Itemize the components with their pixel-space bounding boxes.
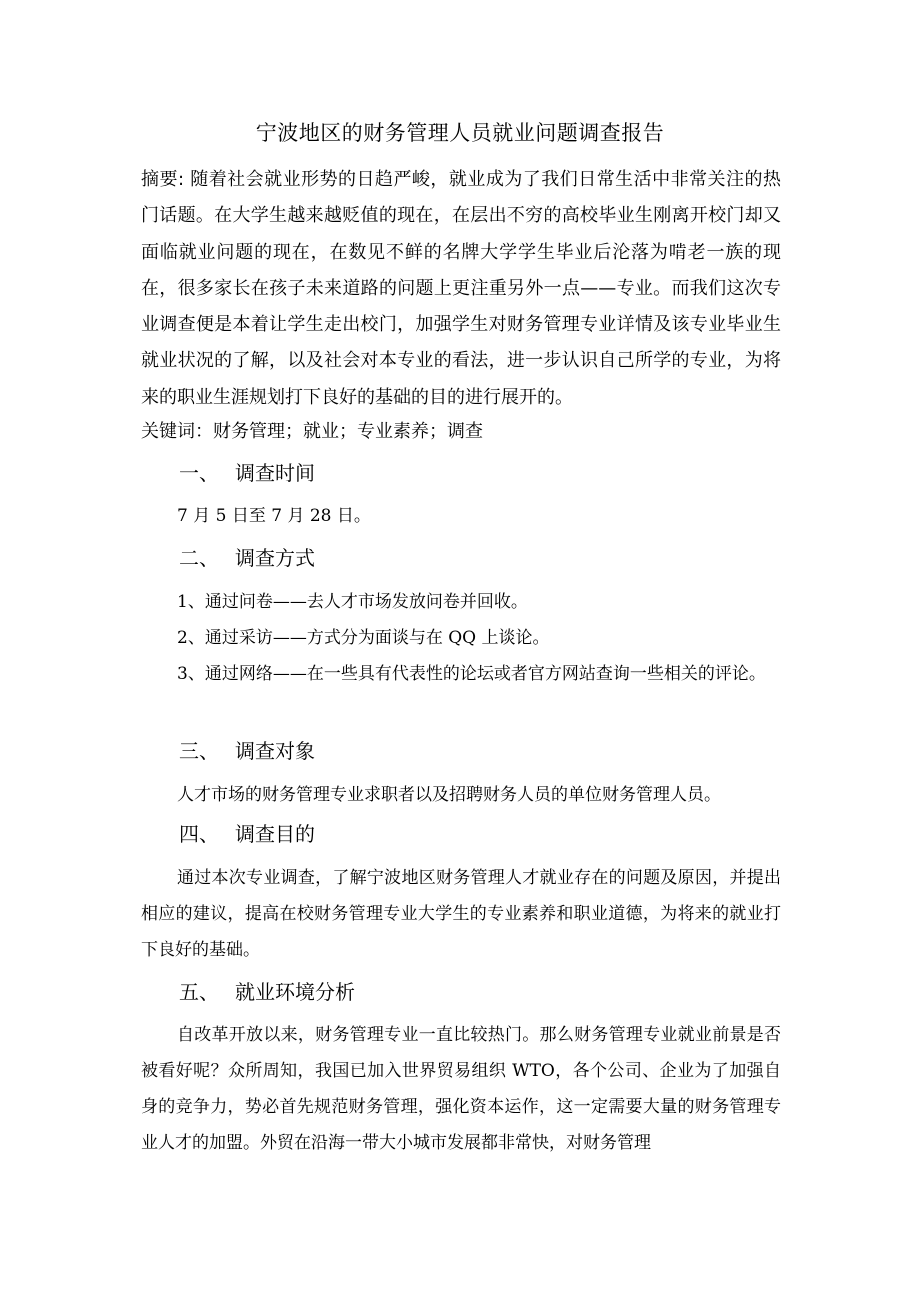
section-heading-4: [179, 819, 315, 849]
section-number: 一、: [179, 461, 219, 485]
keywords-line: 关键词：财务管理；就业；专业素养；调查: [141, 421, 483, 442]
section-number: 二、: [179, 546, 219, 570]
section-1-paragraph-1: 7 月 5 日至 7 月 28 日。: [177, 506, 371, 526]
section-title: 调查时间: [235, 461, 315, 485]
section-heading-3: [179, 736, 315, 766]
section-title: 调查目的: [235, 822, 315, 846]
abstract-paragraph: 摘要: 随着社会就业形势的日趋严峻，就业成为了我们日常生活中非常关注的热门话题。在大学生越来越贬值的现在，在层出不穷的高校毕业生刚离开校门却又面临就业问题的现在，在数见不鲜的名牌大学学生毕业后沦落为啃老一族的现在，很多家长在孩子未来道路的问题上更注重另外一点——专业。而我们这次专业调查便是本着让学生走出校门，加强学生对财务管理专业详情及该专业毕业生就业状况的了解，以及社会对本专业的看法，进一步认识自己所学的专业，为将来的职业生涯规划打下良好的基础的目的进行展开的。: [141, 169, 781, 408]
section-3-paragraph-1: 人才市场的财务管理专业求职者以及招聘财务人员的单位财务管理人员。: [177, 785, 721, 805]
section-heading-5: [179, 977, 355, 1007]
section-heading-1: [179, 458, 315, 488]
section-2-paragraph-1: 1、通过问卷——去人才市场发放问卷并回收。: [177, 592, 528, 612]
section-4-paragraph-1: 通过本次专业调查，了解宁波地区财务管理人才就业存在的问题及原因，并提出相应的建议，提高在校财务管理专业大学生的专业素养和职业道德，为将来的就业打下良好的基础。: [141, 868, 781, 960]
section-number: 四、: [179, 822, 219, 846]
section-title: 调查对象: [235, 739, 315, 763]
section-title: 就业环境分析: [235, 980, 355, 1004]
section-2-paragraph-2: 2、通过采访——方式分为面谈与在 QQ 上谈论。: [177, 628, 550, 648]
section-2-paragraph-3: 3、通过网络——在一些具有代表性的论坛或者官方网站查询一些相关的评论。: [177, 664, 766, 684]
document-title: 宁波地区的财务管理人员就业问题调查报告: [255, 121, 665, 145]
section-number: 三、: [179, 739, 219, 763]
section-number: 五、: [179, 980, 219, 1004]
section-5-paragraph-1: 自改革开放以来，财务管理专业一直比较热门。那么财务管理专业就业前景是否被看好呢？众所周知，我国已加入世界贸易组织 WTO，各个公司、企业为了加强自身的竞争力，势必首先规范财务管理，强化资本运作，这一定需要大量的财务管理专业人才的加盟。外贸在沿海一带大小城市发展都非常快，对财务管理: [141, 1025, 781, 1153]
section-heading-2: [179, 543, 315, 573]
section-title: 调查方式: [235, 546, 315, 570]
